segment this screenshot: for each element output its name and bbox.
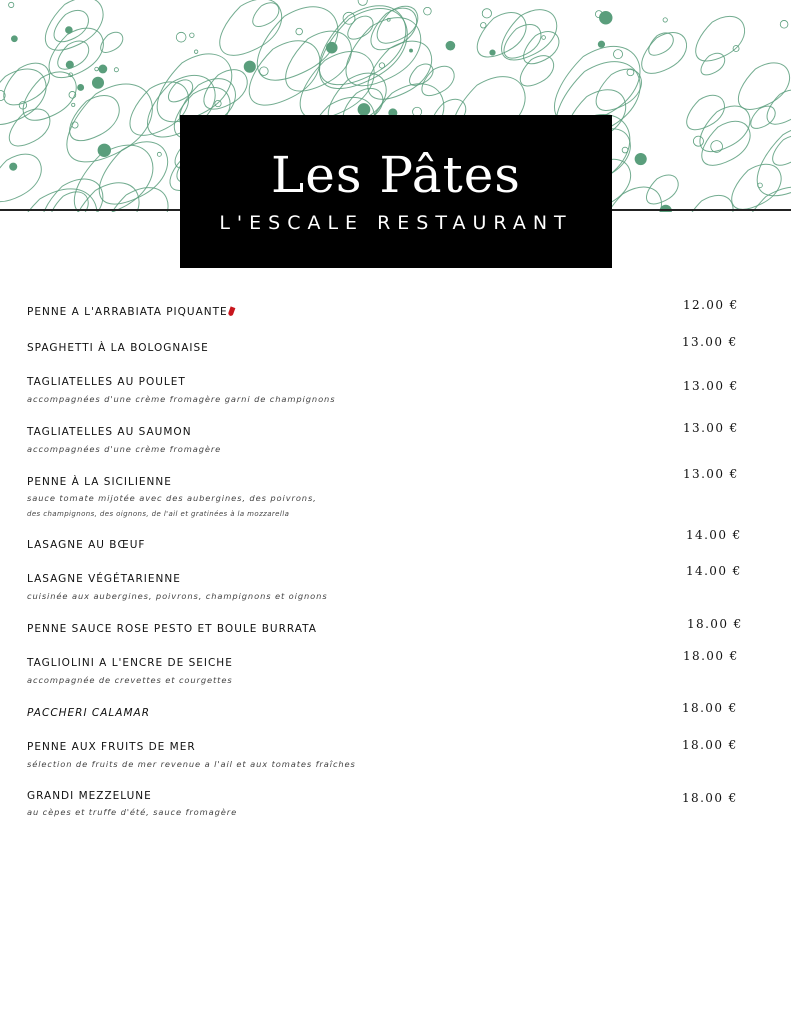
paisley-swirl [642,32,687,73]
restaurant-name: L'ESCALE RESTAURANT [219,212,573,234]
menu-item-description: sauce tomate mijotée avec des aubergines, des poivrons, [27,493,317,503]
menu-item-name [27,623,317,635]
menu-item-name [27,573,181,585]
paisley-dot [176,32,186,42]
menu-item-description: accompagnées d'une crème fromagère garni de champignons [27,394,336,404]
paisley-swirl [73,183,139,212]
paisley-swirl [701,53,725,75]
paisley-swirl [220,0,282,55]
paisley-dot [190,33,194,37]
menu-item-price: 18.00 € [682,701,738,715]
paisley-swirl [70,95,120,140]
chili-pepper-icon [227,306,235,316]
paisley-swirl [157,54,231,122]
paisley-swirl [0,69,46,125]
menu-item-price: 14.00 € [686,564,742,578]
paisley-dot [490,50,495,55]
menu-item-price: 13.00 € [682,335,738,349]
paisley-swirl [42,179,103,212]
item-name-text: TAGLIOLINI A L'ENCRE DE SEICHE [27,657,233,669]
paisley-swirl [204,70,247,110]
paisley-dot [481,22,487,28]
paisley-dot [99,65,107,73]
paisley-dot [663,18,667,22]
menu-item-price: 18.00 € [682,791,738,805]
paisley-swirl [54,10,88,41]
item-name-text: TAGLIATELLES AU SAUMON [27,426,192,438]
paisley-dot [482,9,491,18]
paisley-dot [343,12,355,24]
menu-item-name [27,741,196,753]
menu-item-name [27,476,172,488]
paisley-swirl [702,121,750,165]
paisley-swirl [649,33,674,55]
paisley-swirl [700,106,750,152]
paisley-dot [9,2,14,7]
item-name-text: GRANDI MEZZELUNE [27,790,152,802]
paisley-dot [358,104,370,116]
menu-item-description: sélection de fruits de mer revenue a l'ail et aux tomates fraîches [27,759,356,769]
item-name-text: LASAGNE AU BŒUF [27,539,146,551]
page-title: Les Pâtes [271,146,521,204]
paisley-swirl [286,31,352,91]
menu-item-description: cuisinée aux aubergines, poivrons, champignons et oignons [27,591,328,601]
paisley-dot [114,68,118,72]
menu-item-name [27,707,150,719]
menu-item-price: 13.00 € [683,467,739,481]
item-name-text: TAGLIATELLES AU POULET [27,376,186,388]
paisley-dot [194,50,198,54]
paisley-swirl [9,109,50,146]
menu-item-price: 18.00 € [683,649,739,663]
title-box [180,115,612,268]
paisley-dot [542,36,546,40]
menu-item-description: accompagnées d'une crème fromagère [27,444,222,454]
menu-item-price: 13.00 € [683,421,739,435]
item-name-text: PENNE A L'ARRABIATA PIQUANTE [27,306,228,318]
paisley-swirl [253,3,279,27]
paisley-swirl [696,16,745,61]
paisley-dot [157,152,161,156]
paisley-swirl [732,164,781,209]
paisley-dot [10,163,17,170]
menu-item-description: accompagnée de crevettes et courgettes [27,675,233,685]
paisley-swirl [555,46,640,124]
menu-item-price: 18.00 € [682,738,738,752]
menu-item-name [27,376,186,388]
paisley-swirl [257,7,337,80]
item-name-text: PENNE À LA SICILIENNE [27,476,172,488]
paisley-dot [379,63,384,68]
paisley-swirl [520,56,553,86]
menu-item-name [27,657,233,669]
paisley-dot [244,61,255,72]
paisley-dot [78,84,84,90]
paisley-dot [598,41,604,47]
paisley-swirl [646,175,678,204]
menu-item-price: 18.00 € [687,617,743,631]
paisley-dot [95,67,99,71]
menu-item-price: 12.00 € [683,298,739,312]
paisley-dot [627,69,634,76]
paisley-dot [92,77,103,88]
paisley-dot [622,147,628,153]
paisley-swirl [738,63,789,110]
item-name-text: PACCHERI CALAMAR [27,707,150,719]
paisley-swirl [101,32,123,52]
menu-item-price: 13.00 € [683,379,739,393]
paisley-dot [613,50,622,59]
paisley-dot [424,7,432,15]
item-name-text: SPAGHETTI À LA BOLOGNAISE [27,342,209,354]
paisley-dot [65,27,72,34]
menu-item-name [27,306,234,318]
menu-item-name [27,539,145,551]
paisley-swirl [45,0,103,50]
paisley-dot [98,144,111,157]
paisley-dot [599,11,612,24]
menu-item-description: au cèpes et truffe d'été, sauce fromagère [27,807,238,817]
menu-item-name [27,790,152,802]
item-name-text: LASAGNE VÉGÉTARIENNE [27,573,181,585]
paisley-swirl [0,154,41,201]
paisley-dot [326,42,337,53]
paisley-dot [780,20,788,28]
paisley-dot [358,0,367,5]
menu-item-name [27,426,192,438]
menu-item-name [27,342,209,354]
paisley-dot [296,28,303,35]
paisley-dot [260,67,269,76]
paisley-dot [635,153,646,164]
menu-item-price: 14.00 € [686,528,742,542]
menu-item-description: des champignons, des oignons, de l'ail et gratinées à la mozzarella [27,510,290,518]
paisley-swirl [773,136,791,165]
paisley-dot [410,49,413,52]
paisley-dot [72,103,75,106]
paisley-dot [215,100,221,106]
paisley-dot [11,36,17,42]
paisley-dot [446,41,455,50]
item-name-text: PENNE SAUCE ROSE PESTO ET BOULE BURRATA [27,623,317,635]
paisley-swirl [687,95,725,129]
paisley-dot [66,61,73,68]
item-name-text: PENNE AUX FRUITS DE MER [27,741,196,753]
paisley-dot [693,136,703,146]
